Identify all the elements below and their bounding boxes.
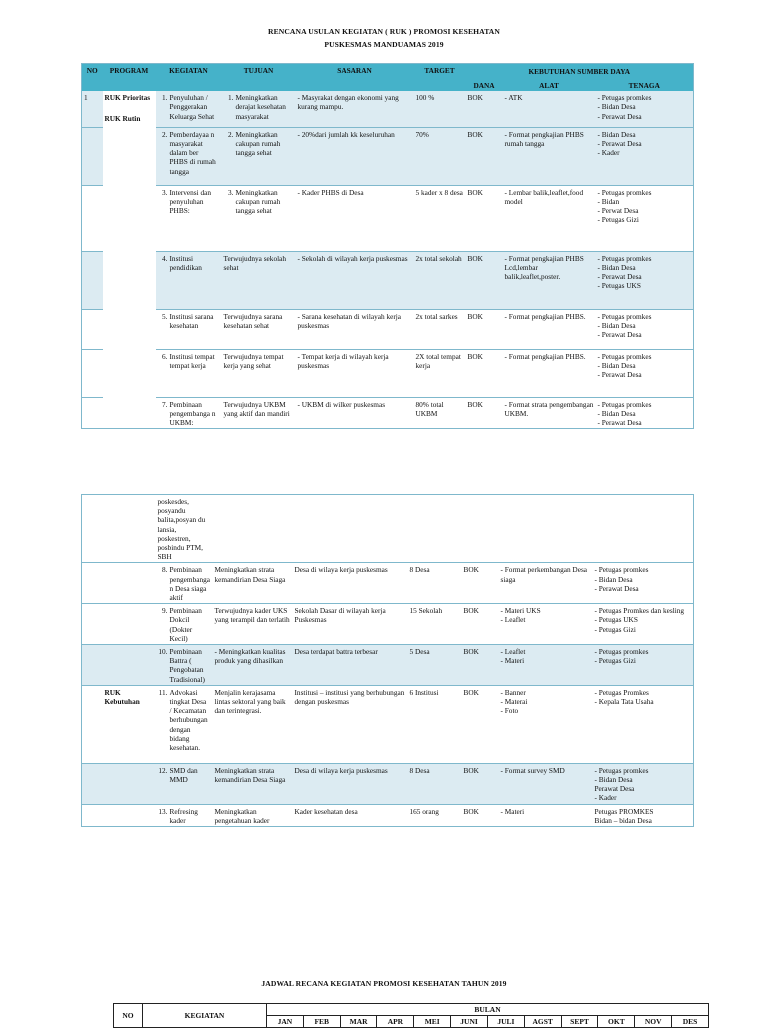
target-cell: 2x total sekolah: [414, 251, 466, 309]
tenaga-item: - Petugas promkes: [597, 311, 652, 321]
tenaga-list: [598, 93, 692, 121]
kegiatan-cell-number: 3.: [162, 187, 168, 197]
tenaga-item: - Petugas Promkes: [594, 687, 649, 697]
kegiatan-cell-number: 2.: [162, 129, 168, 139]
alat-cell: - Format pengkajian PHBS.: [503, 309, 596, 349]
schedule-title: JADWAL RECANA KEGIATAN PROMOSI KESEHATAN TAHUN 2019: [261, 979, 507, 988]
table-row: [82, 349, 694, 397]
dana-cell: [462, 495, 499, 563]
tenaga-cell: [593, 495, 694, 563]
tujuan-cell: [222, 349, 296, 397]
kegiatan-cell-number: 13.: [158, 806, 168, 816]
table-row: [82, 127, 694, 185]
schedule-header-kegiatan: KEGIATAN: [143, 1004, 267, 1028]
month-header: MEI: [414, 1016, 451, 1028]
row-no: [82, 763, 103, 804]
sasaran-cell: - Sekolah di wilayah kerja puskesmas: [296, 251, 414, 309]
table-row: [82, 685, 694, 763]
sasaran-cell: - Kader PHBS di Desa: [296, 185, 414, 251]
alat-cell: - Materi: [499, 804, 593, 826]
dana-cell: BOK: [466, 91, 503, 127]
tenaga-item: - Petugas promkes: [597, 253, 652, 263]
tenaga-item: Perawat Desa: [594, 784, 635, 794]
tujuan-cell: [222, 251, 296, 309]
kegiatan-cell-text: Pembinaan Battra ( Pengobatan Tradisional): [169, 647, 205, 684]
sasaran-cell: - Sarana kesehatan di wilayah kerja puskesmas: [296, 309, 414, 349]
tenaga-item: - Petugas promkes: [597, 399, 652, 409]
header-alat: ALAT: [503, 80, 596, 91]
program-prioritas: RUK Prioritas: [104, 93, 151, 103]
tenaga-item: - Kader: [597, 148, 620, 158]
month-header: FEB: [303, 1016, 340, 1028]
program-cell: [103, 604, 156, 645]
tenaga-cell: [593, 604, 694, 645]
kegiatan-cell-text: Refresing kader: [169, 806, 198, 825]
tenaga-item: - Perawat Desa: [597, 330, 642, 340]
tenaga-item: - Petugas Gizi: [594, 656, 636, 666]
sasaran-cell: - Tempat kerja di wilayah kerja puskesmas: [296, 349, 414, 397]
row-no: [82, 309, 103, 349]
tujuan-cell: Terwujudnya kader UKS yang terampil dan terlatih: [213, 604, 293, 645]
alat-cell: - Format perkembangan Desa siaga: [499, 563, 593, 604]
row-no: [82, 495, 103, 563]
tujuan-cell: Meningkatkan strata kemandirian Desa Siaga: [213, 763, 293, 804]
kegiatan-cell: [156, 185, 222, 251]
tenaga-cell: [596, 127, 694, 185]
dana-cell: BOK: [462, 563, 499, 604]
tujuan-cell-text: Terwujudnya sarana kesehatan sehat: [223, 311, 283, 330]
alat-cell: - Format survey SMD: [499, 763, 593, 804]
tenaga-cell: [593, 645, 694, 686]
tenaga-list: [598, 400, 692, 428]
header-no: NO: [82, 64, 103, 92]
tenaga-item: - Bidan Desa: [594, 574, 633, 584]
tenaga-list: [598, 352, 692, 380]
target-cell: 15 Sekolah: [408, 604, 462, 645]
alat-cell: - Lembar balik,leaflet,food model: [503, 185, 596, 251]
kegiatan-cell-number: 10.: [158, 647, 168, 657]
sasaran-cell: Desa di wilaya kerja puskesmas: [293, 563, 408, 604]
target-cell: 165 orang: [408, 804, 462, 826]
tenaga-item: - Perawat Desa: [597, 111, 642, 121]
kegiatan-cell-text: Penyuluhan / Penggerakan Keluarga Sehat: [169, 93, 215, 121]
tenaga-item: - Perawat Desa: [594, 583, 639, 593]
sasaran-cell: - UKBM di wilker puskesmas: [296, 397, 414, 429]
sasaran-cell: Desa terdapat battra terbesar: [293, 645, 408, 686]
kegiatan-cell-text: SMD dan MMD: [169, 765, 198, 785]
alat-cell: - Banner - Materai - Foto: [499, 685, 593, 763]
table-row: [82, 763, 694, 804]
table-row: [82, 645, 694, 686]
month-header: DES: [672, 1016, 709, 1028]
tenaga-item: - Bidan Desa: [597, 408, 636, 418]
tujuan-cell-number: 2.: [228, 129, 234, 139]
tujuan-cell: [222, 309, 296, 349]
program-cell: [103, 91, 156, 429]
tujuan-cell: [213, 495, 293, 563]
tujuan-cell: - Meningkatkan kualitas produk yang dihasilkan: [213, 645, 293, 686]
program-cell: [103, 563, 156, 604]
target-cell: 100 %: [414, 91, 466, 127]
dana-cell: BOK: [466, 397, 503, 429]
row-no: [82, 185, 103, 251]
tenaga-cell: [596, 397, 694, 429]
kegiatan-cell: [156, 349, 222, 397]
tenaga-item: - Bidan Desa: [597, 129, 636, 139]
program-cell: [103, 495, 156, 563]
tujuan-cell: Meningkatkan strata kemandirian Desa Siaga: [213, 563, 293, 604]
tenaga-item: - Bidan: [597, 196, 620, 206]
kegiatan-cell-text: Pembinaan pengembanga n UKBM:: [169, 399, 216, 428]
sasaran-cell: - 20%dari jumlah kk keseluruhan: [296, 127, 414, 185]
kegiatan-cell: [156, 397, 222, 429]
dana-cell: BOK: [462, 645, 499, 686]
tenaga-item: - Bidan Desa: [597, 360, 636, 370]
tenaga-item: - Petugas promkes: [594, 647, 649, 657]
tenaga-list: [595, 807, 692, 825]
tenaga-cell: [593, 763, 694, 804]
kegiatan-cell-number: 1.: [162, 93, 168, 103]
sasaran-cell: Sekolah Dasar di wilayah kerja Puskesmas: [293, 604, 408, 645]
kegiatan-cell-text: Institusi pendidikan: [169, 253, 202, 272]
program-rutin: RUK Rutin: [104, 114, 141, 124]
table-row: [82, 91, 694, 127]
tujuan-cell-number: 3.: [228, 187, 234, 197]
month-header: OKT: [598, 1016, 635, 1028]
target-cell: 8 Desa: [408, 763, 462, 804]
tenaga-item: - Perwat Desa: [597, 206, 639, 216]
kegiatan-cell: [156, 91, 222, 127]
table-row: [82, 185, 694, 251]
tenaga-list: [598, 254, 692, 291]
kegiatan-cell-number: 8.: [162, 565, 168, 575]
kegiatan-cell-text: Institusi sarana kesehatan: [169, 311, 214, 330]
kegiatan-cell-number: 7.: [162, 399, 168, 409]
kegiatan-cell: [156, 127, 222, 185]
alat-cell: - ATK: [503, 91, 596, 127]
header-sasaran: SASARAN: [296, 64, 414, 92]
month-header: MAR: [340, 1016, 377, 1028]
target-cell: 8 Desa: [408, 563, 462, 604]
target-cell: 2x total sarkes: [414, 309, 466, 349]
header-kegiatan: KEGIATAN: [156, 64, 222, 92]
month-header: AGST: [524, 1016, 561, 1028]
alat-cell: - Format pengkajian PHBS rumah tangga: [503, 127, 596, 185]
table-row: [82, 604, 694, 645]
tenaga-list: [595, 766, 692, 803]
tenaga-item: - Perawat Desa: [597, 272, 642, 282]
tenaga-cell: [593, 804, 694, 826]
program-cell: [103, 804, 156, 826]
tenaga-item: - Perawat Desa: [597, 138, 642, 148]
row-no: [82, 645, 103, 686]
row-no: [82, 604, 103, 645]
dana-cell: BOK: [462, 804, 499, 826]
tenaga-list: [598, 188, 692, 225]
tenaga-item: Bidan – bidan Desa: [594, 815, 652, 825]
ruk-table-page2: [81, 494, 694, 827]
kegiatan-cell-text: poskesdes, posyandu balita,posyan du lansia, poskestren, posbindu PTM, SBH: [157, 497, 206, 562]
tenaga-item: - Kader: [594, 793, 617, 803]
kegiatan-cell: [156, 685, 213, 763]
table-row: [82, 309, 694, 349]
tenaga-list: [595, 565, 692, 593]
header-dana: DANA: [466, 80, 503, 91]
table-header-row: [82, 64, 694, 81]
row-no: [82, 685, 103, 763]
alat-cell: - Format strata pengembangan UKBM.: [503, 397, 596, 429]
target-cell: 2X total tempat kerja: [414, 349, 466, 397]
tujuan-cell-text: Meningkatkan cakupan rumah tangga sehat: [235, 187, 281, 216]
tenaga-cell: [596, 185, 694, 251]
tenaga-item: - Petugas promkes: [594, 565, 649, 575]
program-cell: [103, 763, 156, 804]
tenaga-list: [595, 606, 692, 634]
tujuan-cell: Menjalin kerajasama lintas sektoral yang baik dan terintegrasi.: [213, 685, 293, 763]
kegiatan-cell-text: Intervensi dan penyuluhan PHBS:: [169, 187, 212, 216]
tenaga-list: [595, 647, 692, 665]
dana-cell: BOK: [462, 685, 499, 763]
tujuan-cell: [222, 185, 296, 251]
target-cell: 70%: [414, 127, 466, 185]
tujuan-cell-text: Terwujudnya UKBM yang aktif dan mandiri: [223, 399, 290, 418]
target-cell: 5 kader x 8 desa: [414, 185, 466, 251]
row-no: [82, 349, 103, 397]
sasaran-cell: Institusi – institusi yang berhubungan dengan puskesmas: [293, 685, 408, 763]
row-no: [82, 251, 103, 309]
tenaga-item: - Kepala Tata Usaha: [594, 697, 654, 707]
tenaga-item: Petugas PROMKES: [594, 806, 654, 816]
tenaga-item: - Bidan Desa: [597, 320, 636, 330]
dana-cell: BOK: [466, 309, 503, 349]
ruk-table-page1: [81, 63, 694, 429]
tujuan-cell-text: Meningkatkan derajat kesehatan masyarakat: [235, 93, 286, 121]
dana-cell: BOK: [466, 185, 503, 251]
tenaga-item: - Petugas promkes: [597, 351, 652, 361]
kegiatan-cell-text: Advokasi tingkat Desa / Kecamatan berhubungan dengan bidang kesehatan.: [169, 687, 208, 753]
kegiatan-cell: [156, 645, 213, 686]
kegiatan-cell-text: Pembinaan pengembanga n Desa siaga aktif: [169, 565, 211, 603]
tenaga-cell: [593, 563, 694, 604]
target-cell: 80% total UKBM: [414, 397, 466, 429]
alat-cell: - Format pengkajian PHBS.: [503, 349, 596, 397]
tenaga-cell: [593, 685, 694, 763]
month-header: JAN: [267, 1016, 304, 1028]
kegiatan-cell-number: 5.: [162, 311, 168, 321]
kegiatan-cell: [156, 495, 213, 563]
row-no: [82, 127, 103, 185]
row-no: [82, 804, 103, 826]
tenaga-cell: [596, 309, 694, 349]
tenaga-cell: [596, 251, 694, 309]
tenaga-list: [598, 312, 692, 340]
kegiatan-cell: [156, 309, 222, 349]
document-subtitle: PUSKESMAS MANDUAMAS 2019: [324, 40, 444, 49]
tujuan-cell-text: Meningkatkan cakupan rumah tangga sehat: [235, 129, 281, 158]
tenaga-item: - Petugas UKS: [597, 281, 641, 291]
table-row: [82, 495, 694, 563]
target-cell: 5 Desa: [408, 645, 462, 686]
row-no: 1: [82, 91, 103, 127]
row-no: [82, 397, 103, 429]
alat-cell: - Format pengkajian PHBS Lcd,lembar balik,leaflet,poster.: [503, 251, 596, 309]
target-cell: 6 Institusi: [408, 685, 462, 763]
table-row: [82, 804, 694, 826]
tujuan-cell-text: Terwujudnya tempat kerja yang sehat: [223, 351, 284, 370]
month-header: APR: [377, 1016, 414, 1028]
kegiatan-cell: [156, 563, 213, 604]
header-target: TARGET: [414, 64, 466, 92]
kegiatan-cell-number: 12.: [158, 765, 168, 775]
schedule-header-no: NO: [114, 1004, 143, 1028]
tujuan-cell: [222, 397, 296, 429]
tujuan-cell: Meningkatkan pengetahuan kader: [213, 804, 293, 826]
program-cell: RUK Kebutuhan: [103, 685, 156, 763]
month-header: JUNI: [451, 1016, 488, 1028]
kegiatan-cell-number: 9.: [162, 606, 168, 616]
header-kebutuhan: KEBUTUHAN SUMBER DAYA: [466, 64, 694, 81]
target-cell: [408, 495, 462, 563]
dana-cell: BOK: [462, 763, 499, 804]
kegiatan-cell-number: 6.: [162, 351, 168, 361]
tenaga-item: - Petugas Gizi: [597, 215, 639, 225]
tenaga-item: - Petugas Gizi: [594, 624, 636, 634]
kegiatan-cell-text: Institusi tempat tempat kerja: [169, 351, 215, 370]
row-no: [82, 563, 103, 604]
tenaga-item: - Bidan Desa: [597, 262, 636, 272]
sasaran-cell: Desa di wilaya kerja puskesmas: [293, 763, 408, 804]
kegiatan-cell-number: 11.: [158, 687, 168, 697]
kegiatan-cell: [156, 763, 213, 804]
kegiatan-cell: [156, 804, 213, 826]
tenaga-item: - Perawat Desa: [597, 418, 642, 428]
schedule-header-row: [114, 1004, 709, 1016]
tenaga-list: [598, 130, 692, 158]
kegiatan-cell-text: Pembinaan Dokcil (Dokter Kecil): [169, 606, 202, 643]
sasaran-cell: Kader kesehatan desa: [293, 804, 408, 826]
table-row: [82, 397, 694, 429]
schedule-table: [113, 1003, 709, 1028]
sasaran-cell: [293, 495, 408, 563]
kegiatan-cell: [156, 604, 213, 645]
dana-cell: BOK: [462, 604, 499, 645]
dana-cell: BOK: [466, 349, 503, 397]
tujuan-cell: [222, 127, 296, 185]
tenaga-item: - Petugas promkes: [597, 93, 652, 103]
sasaran-cell: - Masyrakat dengan ekonomi yang kurang mampu.: [296, 91, 414, 127]
tenaga-item: - Petugas Promkes dan kesling: [594, 606, 685, 616]
dana-cell: BOK: [466, 251, 503, 309]
header-program: PROGRAM: [103, 64, 156, 92]
tujuan-cell-text: Terwujudnya sekolah sehat: [223, 253, 287, 272]
tenaga-item: - Petugas UKS: [594, 615, 638, 625]
tenaga-item: - Petugas promkes: [594, 765, 649, 775]
header-tujuan: TUJUAN: [222, 64, 296, 92]
kegiatan-cell-text: Pemberdayaa n masyarakat dalam ber PHBS di rumah tangga: [169, 129, 216, 176]
tenaga-list: [595, 688, 692, 706]
month-header: JULI: [487, 1016, 524, 1028]
tenaga-item: - Perawat Desa: [597, 370, 642, 380]
table-row: [82, 563, 694, 604]
header-tenaga: TENAGA: [596, 80, 694, 91]
dana-cell: BOK: [466, 127, 503, 185]
tenaga-item: - Bidan Desa: [594, 775, 633, 785]
month-header: NOV: [635, 1016, 672, 1028]
schedule-header-bulan: BULAN: [267, 1004, 709, 1016]
kegiatan-cell-number: 4.: [162, 253, 168, 263]
tujuan-cell-number: 1.: [228, 93, 234, 103]
month-header: SEPT: [561, 1016, 598, 1028]
tenaga-item: - Petugas promkes: [597, 187, 652, 197]
tenaga-item: - Bidan Desa: [597, 102, 636, 112]
alat-cell: [499, 495, 593, 563]
tenaga-cell: [596, 91, 694, 127]
program-cell: [103, 645, 156, 686]
alat-cell: - Leaflet - Materi: [499, 645, 593, 686]
document-title: RENCANA USULAN KEGIATAN ( RUK ) PROMOSI KESEHATAN: [268, 27, 500, 36]
table-row: [82, 251, 694, 309]
alat-cell: - Materi UKS - Leaflet: [499, 604, 593, 645]
tenaga-cell: [596, 349, 694, 397]
tujuan-cell: [222, 91, 296, 127]
kegiatan-cell: [156, 251, 222, 309]
